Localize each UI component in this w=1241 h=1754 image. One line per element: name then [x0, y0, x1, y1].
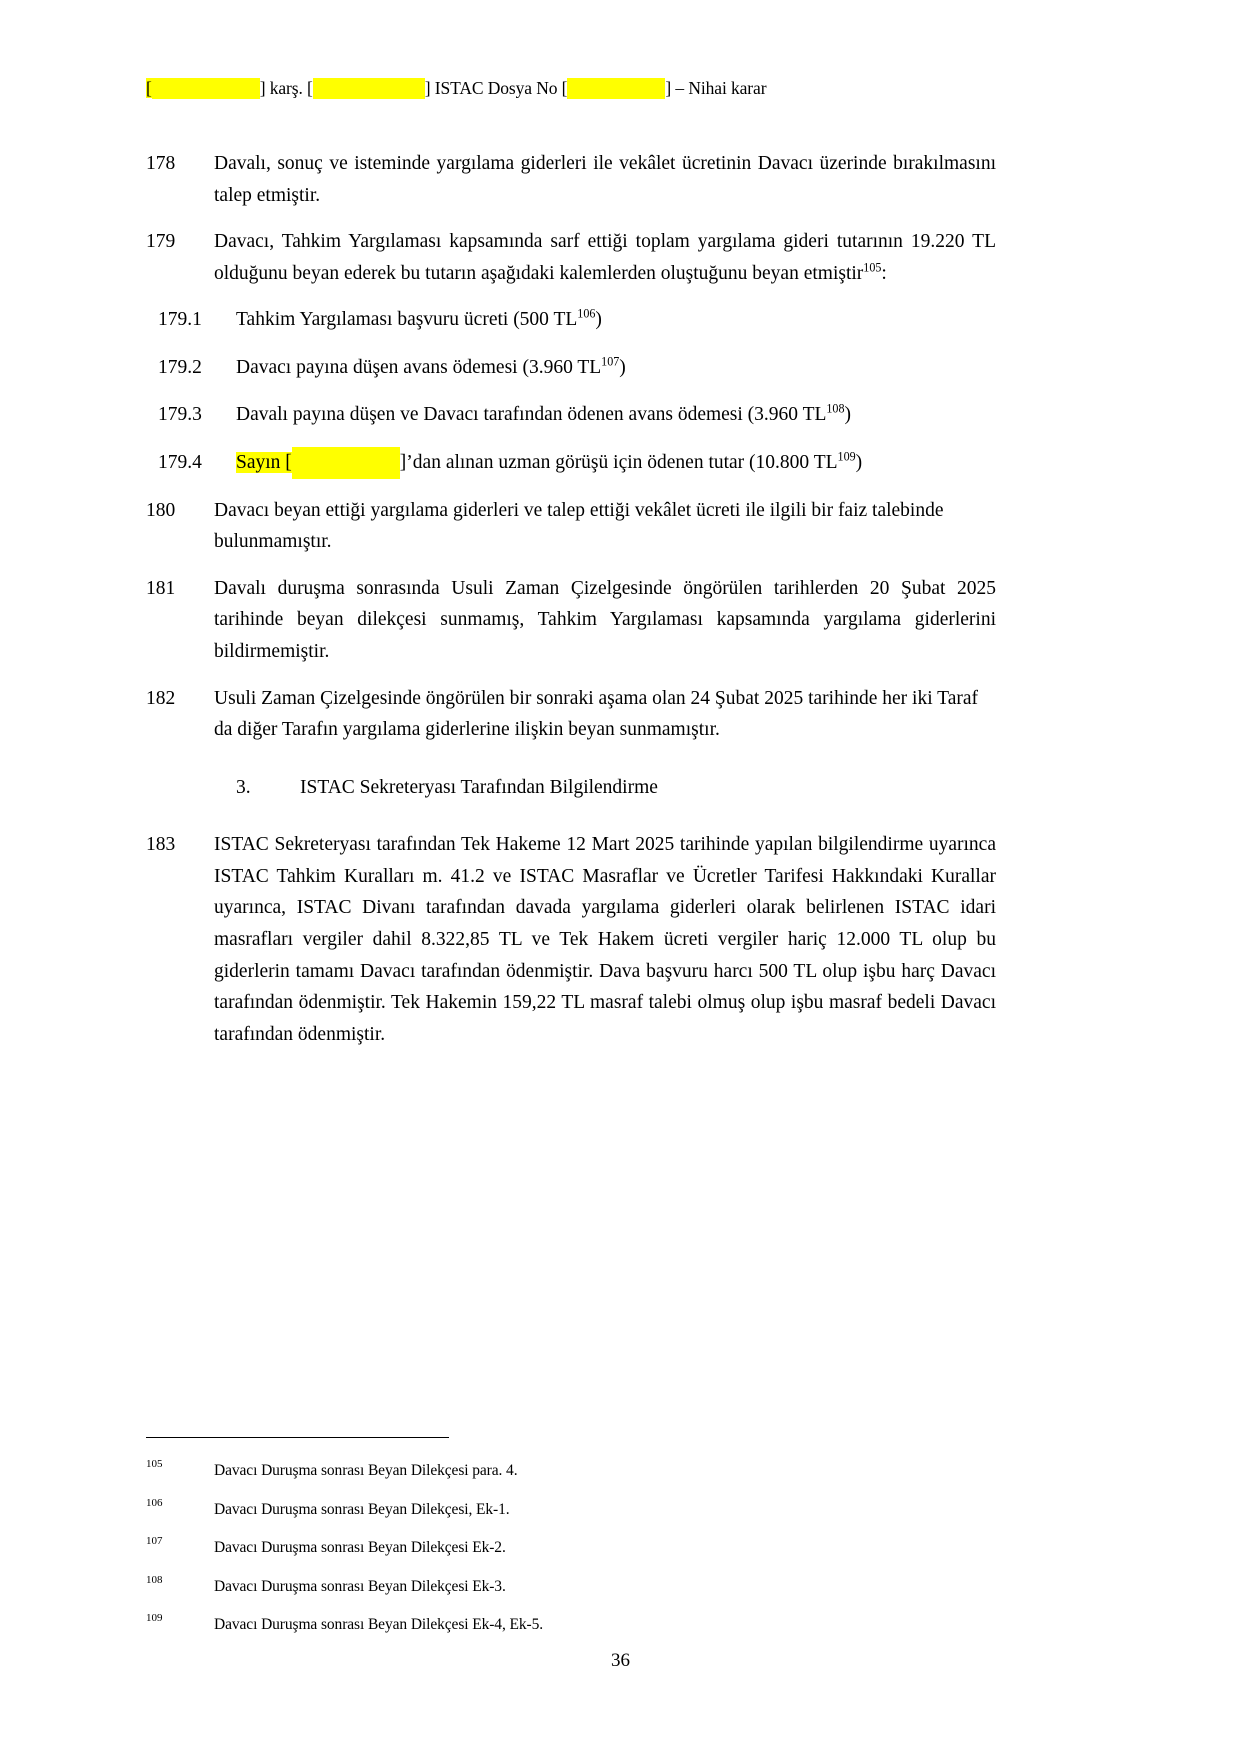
subparagraph-text [236, 399, 996, 431]
section-heading-title: ISTAC Sekreteryası Tarafından Bilgilendirme [300, 776, 658, 798]
subparagraph-text-lead: Sayın [ [236, 452, 292, 474]
page-number: 36 [611, 1650, 630, 1671]
subparagraph-number: 179.3 [158, 404, 202, 426]
subparagraph-text-tail: ) [619, 356, 626, 378]
footnote-separator-rule [146, 1437, 449, 1438]
footnote-text: Davacı Duruşma sonrası Beyan Dilekçesi Ek-3. [214, 1577, 506, 1595]
subparagraph-text-tail: ) [595, 309, 602, 331]
redacted-party-2 [313, 78, 425, 99]
footnote-item [146, 1612, 1046, 1635]
footnote-number: 107 [146, 1535, 163, 1548]
footnote-ref-109: 109 [837, 449, 856, 464]
footnote-ref-108: 108 [826, 401, 845, 416]
paragraph-number: 182 [146, 687, 176, 709]
subparagraph-text [236, 304, 996, 336]
subparagraph-text-body: ]’dan alınan uzman görüşü için ödenen tutar (10.800 TL [399, 452, 838, 474]
header-tail-text: ] – Nihai karar [665, 78, 767, 98]
footnote-item [146, 1535, 1046, 1558]
footnote-number: 106 [146, 1496, 163, 1509]
footnote-number: 105 [146, 1458, 163, 1470]
footnote-text: Davacı Duruşma sonrası Beyan Dilekçesi para. 4. [214, 1462, 518, 1479]
subparagraph-179-4 [146, 447, 996, 479]
footnote-item [146, 1496, 1046, 1520]
paragraph-text: Usuli Zaman Çizelgesinde öngörülen bir sonraki aşama olan 24 Şubat 2025 tarihinde her iki Taraf da diğer Tarafın yargılama giderlerine ilişkin beyan sunmamıştır. [214, 687, 978, 741]
redacted-party-1 [152, 78, 260, 99]
paragraph-number: 180 [146, 499, 176, 521]
paragraph-number: 181 [146, 577, 176, 599]
paragraph-182 [146, 683, 996, 746]
footnote-number: 108 [146, 1573, 163, 1586]
section-heading [146, 772, 996, 804]
paragraph-text-tail: : [881, 262, 887, 284]
subparagraph-text-body: Davalı payına düşen ve Davacı tarafından ödenen avans ödemesi (3.960 TL [236, 404, 827, 426]
paragraph-178 [146, 148, 996, 211]
subparagraph-179-3 [146, 399, 996, 431]
paragraph-text-body: Davacı, Tahkim Yargılaması kapsamında sarf ettiği toplam yargılama gideri tutarının 19.220 TL olduğunu beyan ederek bu tutarın aşağıdaki kalemlerden oluştuğunu beyan etmiştir [214, 231, 996, 284]
footnote-number: 109 [146, 1612, 163, 1625]
subparagraph-text-tail: ) [855, 452, 863, 474]
paragraph-text: Davalı duruşma sonrasında Usuli Zaman Çizelgesinde öngörülen tarihlerden 20 Şubat 2025 tarihinde beyan dilekçesi sunmamış, Tahkim Yargılaması kapsamında yargılama giderlerini bildirmemiştir. [214, 577, 996, 662]
footnote-text: Davacı Duruşma sonrası Beyan Dilekçesi, Ek-1. [214, 1500, 510, 1518]
paragraph-number: 178 [146, 153, 176, 174]
paragraph-number: 179 [146, 231, 176, 253]
document-body [146, 148, 996, 1065]
footnote-text: Davacı Duruşma sonrası Beyan Dilekçesi Ek-4, Ek-5. [214, 1616, 544, 1634]
paragraph-181 [146, 573, 996, 668]
footnote-ref-107: 107 [601, 354, 620, 369]
subparagraph-text [236, 447, 996, 479]
subparagraph-number: 179.2 [158, 356, 202, 378]
redacted-expert-name [292, 447, 400, 479]
subparagraph-179-1 [146, 304, 996, 336]
subparagraph-number: 179.1 [158, 309, 202, 331]
paragraph-text: Davacı beyan ettiği yargılama giderleri ve talep ettiği vekâlet ücreti ile ilgili bir faiz talebinde bulunmamıştır. [214, 499, 944, 553]
header-case-no-text: ] ISTAC Dosya No [ [424, 78, 568, 98]
subparagraph-text-body: Davacı payına düşen avans ödemesi (3.960 TL [236, 356, 602, 378]
subparagraph-number: 179.4 [158, 452, 202, 474]
section-heading-number: 3. [236, 776, 251, 798]
footnote-text: Davacı Duruşma sonrası Beyan Dilekçesi Ek-2. [214, 1539, 506, 1557]
paragraph-text: Davalı, sonuç ve isteminde yargılama giderleri ile vekâlet ücretinin Davacı üzerinde bırakılmasını talep etmiştir. [214, 153, 996, 206]
footnote-item [146, 1458, 1046, 1481]
header-versus-text: ] karş. [ [259, 78, 313, 98]
subparagraph-179-2 [146, 352, 996, 384]
paragraph-number: 183 [146, 834, 176, 856]
subparagraph-text-tail: ) [844, 404, 852, 426]
footnote-ref-105: 105 [863, 260, 882, 275]
footnote-item [146, 1573, 1046, 1597]
document-running-header [146, 78, 1096, 99]
footnote-ref-106: 106 [577, 306, 596, 321]
paragraph-text: ISTAC Sekreteryası tarafından Tek Hakeme 12 Mart 2025 tarihinde yapılan bilgilendirme uyarınca ISTAC Tahkim Kuralları m. 41.2 ve ISTAC Masraflar ve Ücretler Tarifesi Hakkındaki Kurallar uyarınca, ISTAC Divanı tarafından davada yargılama giderleri olarak belirlenen ISTAC idari masrafları vergiler dahil 8.322,85 TL ve Tek Hakem ücreti vergiler hariç 12.000 TL olup bu giderlerin tamamı Davacı tarafından ödenmiştir. Dava başvuru harcı 500 TL olup işbu harç Davacı tarafından ödenmiştir. Tek Hakemin 159,22 TL masraf talebi olmuş olup işbu masraf bedeli Davacı tarafından ödenmiştir. [214, 834, 996, 1045]
paragraph-183 [146, 829, 996, 1050]
paragraph-text [214, 226, 996, 289]
redacted-case-number [567, 78, 665, 99]
subparagraph-text-body: Tahkim Yargılaması başvuru ücreti (500 TL [236, 309, 578, 331]
subparagraph-text [236, 352, 996, 384]
paragraph-180 [146, 495, 996, 558]
header-open-bracket-1: [ [146, 78, 152, 98]
footnote-list [146, 1458, 1046, 1655]
paragraph-179 [146, 226, 996, 289]
